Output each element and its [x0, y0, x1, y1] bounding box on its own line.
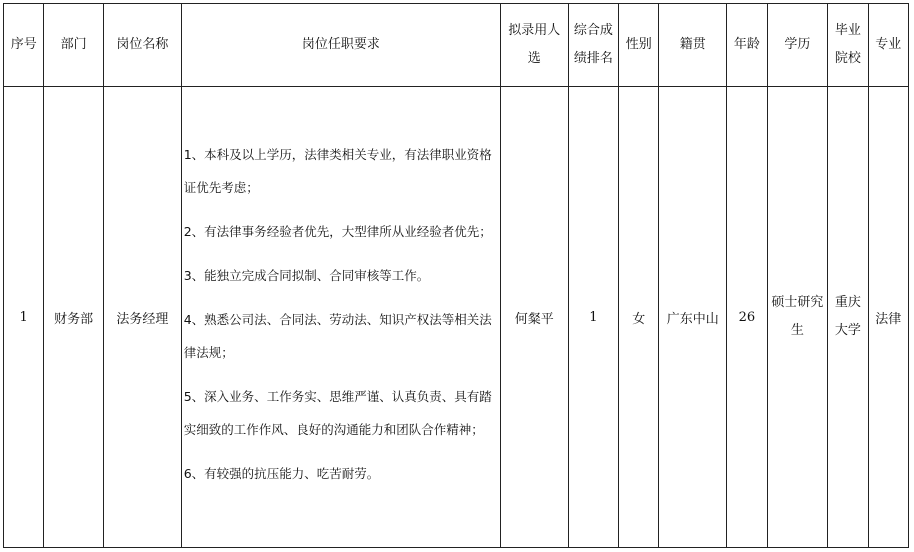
- cell-school: 重庆大学: [828, 87, 868, 548]
- header-dept: 部门: [44, 4, 104, 87]
- cell-education: 硕士研究生: [767, 87, 828, 548]
- recruitment-table: [3, 3, 909, 548]
- requirement-item: 6、有较强的抗压能力、吃苦耐劳。: [183, 466, 380, 481]
- cell-seq: 1: [4, 87, 44, 548]
- requirement-item: 3、能独立完成合同拟制、合同审核等工作。: [183, 268, 430, 283]
- requirement-item: 2、有法律事务经验者优先，大型律所从业经验者优先；: [183, 224, 492, 239]
- table-row: [4, 87, 909, 548]
- header-position: 岗位名称: [103, 4, 181, 87]
- header-row: [4, 4, 909, 87]
- cell-age: 26: [727, 87, 767, 548]
- header-age: 年龄: [727, 4, 767, 87]
- header-requirements: 岗位任职要求: [181, 4, 500, 87]
- cell-position: 法务经理: [103, 87, 181, 548]
- header-seq: 序号: [4, 4, 44, 87]
- cell-candidate: 何粲平: [500, 87, 568, 548]
- cell-requirements: [181, 87, 500, 548]
- header-origin: 籍贯: [659, 4, 727, 87]
- requirement-item: 1、本科及以上学历，法律类相关专业，有法律职业资格证优先考虑；: [183, 147, 492, 195]
- cell-dept: 财务部: [44, 87, 104, 548]
- cell-rank: 1: [568, 87, 619, 548]
- header-gender: 性别: [619, 4, 659, 87]
- cell-origin: 广东中山: [659, 87, 727, 548]
- requirement-item: 5、深入业务、工作务实、思维严谨、认真负责、具有踏实细致的工作作风、良好的沟通能力和团队合作精神；: [183, 389, 492, 437]
- header-candidate: 拟录用人选: [500, 4, 568, 87]
- header-rank: 综合成绩排名: [568, 4, 619, 87]
- cell-gender: 女: [619, 87, 659, 548]
- header-school: 毕业院校: [828, 4, 868, 87]
- requirement-item: 4、熟悉公司法、合同法、劳动法、知识产权法等相关法律法规；: [183, 312, 492, 360]
- header-major: 专业: [868, 4, 908, 87]
- header-education: 学历: [767, 4, 828, 87]
- cell-major: 法律: [868, 87, 908, 548]
